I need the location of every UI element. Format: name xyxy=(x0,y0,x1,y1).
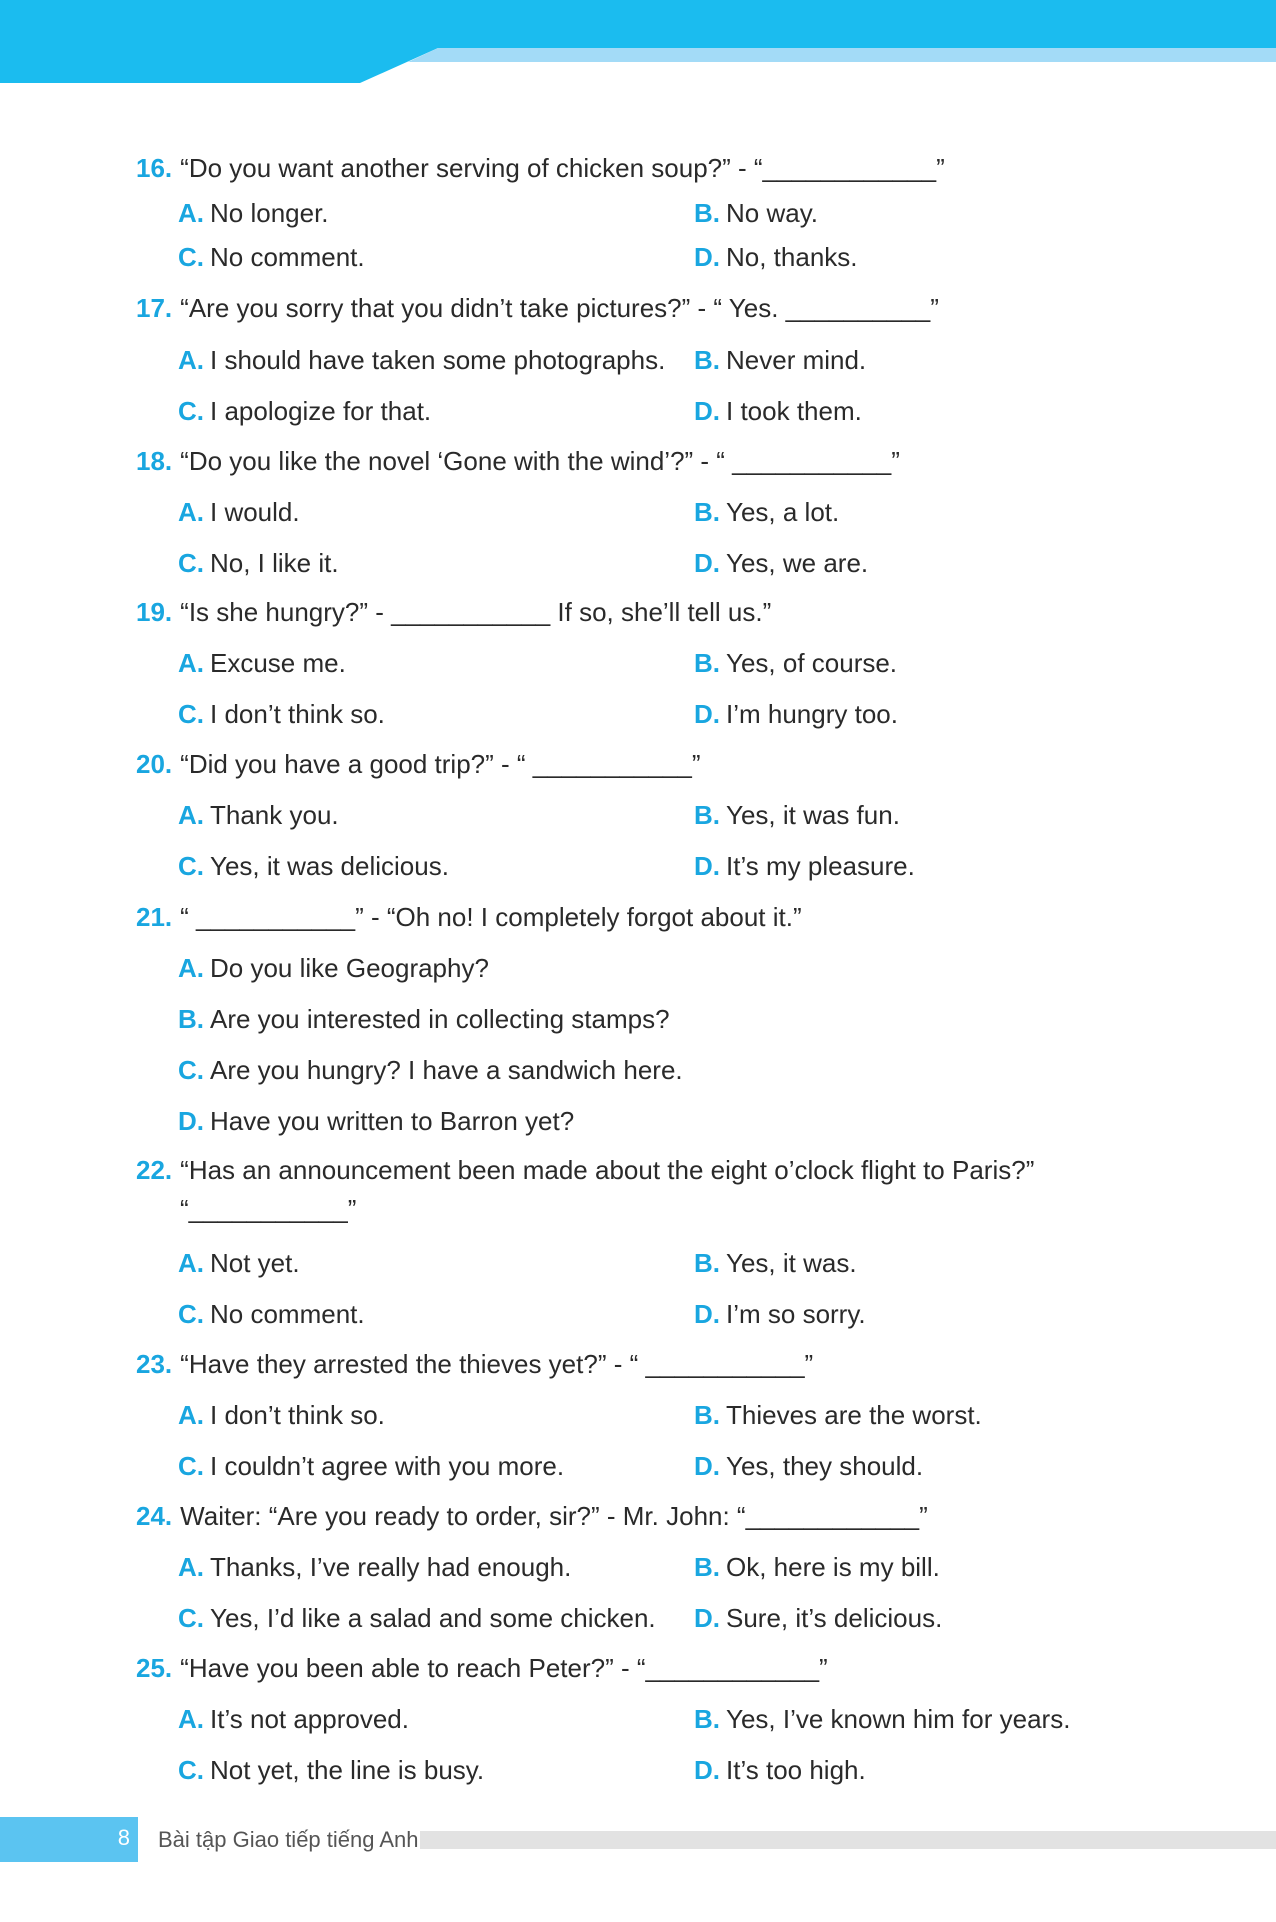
option-c: C. No comment. xyxy=(178,242,365,272)
option-a: A. Do you like Geography? xyxy=(178,953,489,983)
option-a: A. I would. xyxy=(178,497,300,527)
question-text: “Is she hungry?” - ___________ If so, she’ll tell us.” xyxy=(180,597,772,627)
header-banner xyxy=(0,0,1276,83)
question-number: 17. xyxy=(136,293,173,323)
option-c: C. Are you hungry? I have a sandwich here. xyxy=(178,1055,683,1085)
option-d: D. Yes, they should. xyxy=(694,1451,924,1481)
question-text: “Do you like the novel ‘Gone with the wind’?” - “ ___________” xyxy=(180,446,900,476)
question-21 xyxy=(136,902,802,933)
option-b: B. Never mind. xyxy=(694,345,867,375)
question-number: 21. xyxy=(136,902,173,932)
option-b: B. No way. xyxy=(694,198,818,228)
page-number-box xyxy=(0,1817,138,1862)
question-text: Waiter: “Are you ready to order, sir?” - Mr. John: “____________” xyxy=(180,1501,928,1531)
question-20 xyxy=(136,749,701,780)
question-number: 19. xyxy=(136,597,173,627)
option-d: D. It’s too high. xyxy=(694,1755,866,1785)
option-d: D. Yes, we are. xyxy=(694,548,869,578)
option-c: C. I don’t think so. xyxy=(178,699,385,729)
question-number: 24. xyxy=(136,1501,173,1531)
option-a: A. I should have taken some photographs. xyxy=(178,345,666,375)
option-c: C. Not yet, the line is busy. xyxy=(178,1755,485,1785)
option-a: A. It’s not approved. xyxy=(178,1704,409,1734)
option-a: A. Excuse me. xyxy=(178,648,346,678)
option-b: B. Yes, it was fun. xyxy=(694,800,900,830)
question-text: “Have you been able to reach Peter?” - “____________” xyxy=(180,1653,828,1683)
question-number: 20. xyxy=(136,749,173,779)
book-title: Bài tập Giao tiếp tiếng Anh xyxy=(158,1827,419,1852)
question-number: 16. xyxy=(136,153,173,183)
question-16 xyxy=(136,153,945,184)
option-d: D. Have you written to Barron yet? xyxy=(178,1106,575,1136)
page-footer xyxy=(0,1817,1276,1862)
question-25 xyxy=(136,1653,828,1684)
option-c: C. Yes, I’d like a salad and some chicken. xyxy=(178,1603,656,1633)
option-c: C. I apologize for that. xyxy=(178,396,432,426)
question-18 xyxy=(136,446,900,477)
question-number: 25. xyxy=(136,1653,173,1683)
option-d: D. It’s my pleasure. xyxy=(694,851,915,881)
option-d: D. No, thanks. xyxy=(694,242,858,272)
question-number: 18. xyxy=(136,446,173,476)
question-23 xyxy=(136,1349,813,1380)
option-b: B. Ok, here is my bill. xyxy=(694,1552,940,1582)
question-22 xyxy=(136,1155,1034,1225)
question-text: “Have they arrested the thieves yet?” - “ ___________” xyxy=(180,1349,814,1379)
option-b: B. Yes, a lot. xyxy=(694,497,840,527)
footer-divider-bar xyxy=(420,1831,1276,1849)
question-number: 23. xyxy=(136,1349,173,1379)
option-d: D. I’m so sorry. xyxy=(694,1299,866,1329)
question-24 xyxy=(136,1501,928,1532)
option-b: B. Yes, it was. xyxy=(694,1248,857,1278)
option-a: A. Thanks, I’ve really had enough. xyxy=(178,1552,572,1582)
option-b: B. Yes, I’ve known him for years. xyxy=(694,1704,1071,1734)
option-c: C. I couldn’t agree with you more. xyxy=(178,1451,565,1481)
question-text: “ ___________” - “Oh no! I completely forgot about it.” xyxy=(180,902,802,932)
option-d: D. Sure, it’s delicious. xyxy=(694,1603,943,1633)
option-b: B. Yes, of course. xyxy=(694,648,898,678)
question-text: “Are you sorry that you didn’t take pictures?” - “ Yes. __________” xyxy=(180,293,939,323)
option-d: D. I’m hungry too. xyxy=(694,699,898,729)
option-c: C. No comment. xyxy=(178,1299,365,1329)
page-number: 8 xyxy=(117,1825,130,1850)
option-a: A. No longer. xyxy=(178,198,329,228)
question-number: 22. xyxy=(136,1155,173,1185)
option-b: B. Thieves are the worst. xyxy=(694,1400,982,1430)
option-a: A. Thank you. xyxy=(178,800,339,830)
answer-blank: “___________” xyxy=(180,1194,357,1224)
question-text: “Do you want another serving of chicken soup?” - “____________” xyxy=(180,153,945,183)
question-17 xyxy=(136,293,939,324)
option-c: C. Yes, it was delicious. xyxy=(178,851,449,881)
option-d: D. I took them. xyxy=(694,396,862,426)
question-text: “Has an announcement been made about the eight o’clock flight to Paris?” xyxy=(180,1155,1035,1185)
option-a: A. Not yet. xyxy=(178,1248,300,1278)
question-text: “Did you have a good trip?” - “ ___________” xyxy=(180,749,701,779)
option-c: C. No, I like it. xyxy=(178,548,339,578)
question-19 xyxy=(136,597,771,628)
option-a: A. I don’t think so. xyxy=(178,1400,385,1430)
option-b: B. Are you interested in collecting stamps? xyxy=(178,1004,670,1034)
